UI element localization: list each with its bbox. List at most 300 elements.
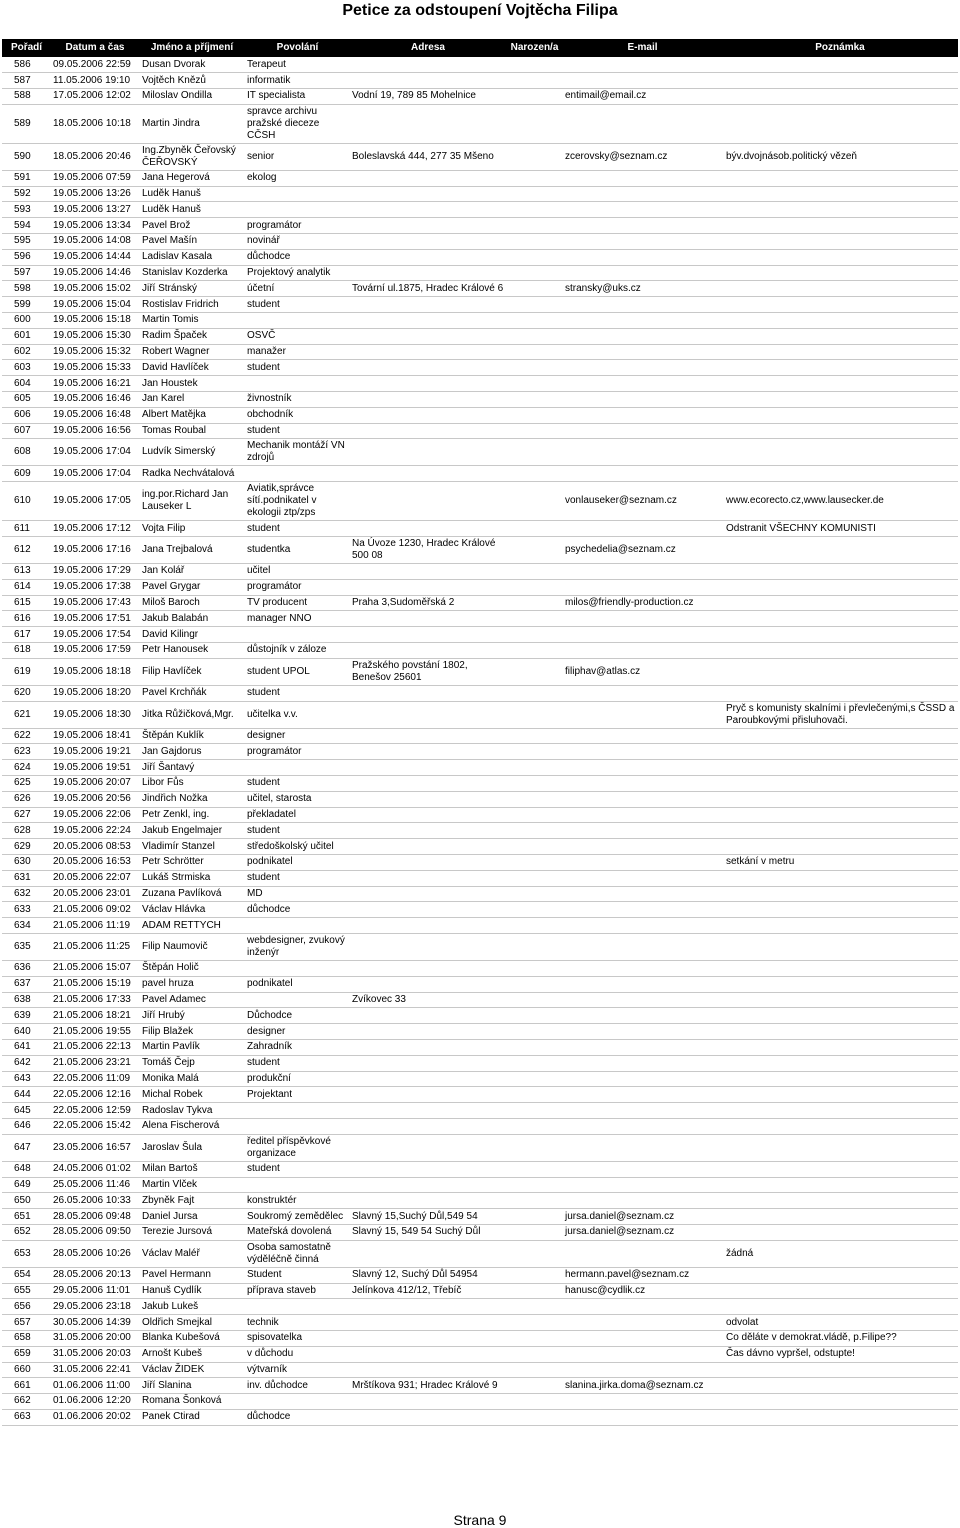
cell-email: [563, 104, 722, 143]
cell-name: Jiří Hrubý: [139, 1008, 245, 1024]
cell-born: [506, 407, 563, 423]
cell-order: 607: [2, 423, 51, 439]
cell-email: [563, 564, 722, 580]
table-row: [2, 564, 958, 580]
cell-born: [506, 902, 563, 918]
cell-email: [563, 1346, 722, 1362]
cell-born: [506, 685, 563, 701]
cell-datetime: 19.05.2006 07:59: [51, 170, 139, 186]
table-row: [2, 854, 958, 870]
cell-address: [350, 823, 506, 839]
cell-address: [350, 202, 506, 218]
cell-address: [350, 1118, 506, 1134]
cell-born: [506, 643, 563, 659]
cell-datetime: 19.05.2006 17:04: [51, 439, 139, 466]
cell-datetime: 19.05.2006 17:54: [51, 627, 139, 643]
cell-born: [506, 328, 563, 344]
cell-note: [722, 1087, 958, 1103]
cell-note: [722, 344, 958, 360]
cell-occupation: novinář: [245, 234, 350, 250]
cell-address: Vodní 19, 789 85 Mohelnice: [350, 89, 506, 105]
table-row: [2, 1039, 958, 1055]
cell-note: [722, 1071, 958, 1087]
cell-born: [506, 423, 563, 439]
cell-occupation: programátor: [245, 579, 350, 595]
cell-name: Alena Fischerová: [139, 1118, 245, 1134]
cell-address: [350, 313, 506, 329]
table-row: [2, 537, 958, 564]
cell-address: [350, 564, 506, 580]
cell-note: [722, 760, 958, 776]
cell-born: [506, 1103, 563, 1119]
cell-order: 588: [2, 89, 51, 105]
cell-occupation: [245, 376, 350, 392]
cell-address: [350, 1346, 506, 1362]
cell-note: [722, 234, 958, 250]
cell-order: 636: [2, 960, 51, 976]
cell-order: 618: [2, 643, 51, 659]
cell-order: 658: [2, 1330, 51, 1346]
cell-note: žádná: [722, 1240, 958, 1267]
cell-datetime: 26.05.2006 10:33: [51, 1193, 139, 1209]
cell-order: 656: [2, 1299, 51, 1315]
cell-address: [350, 328, 506, 344]
cell-order: 620: [2, 685, 51, 701]
cell-occupation: designer: [245, 1024, 350, 1040]
cell-address: [350, 918, 506, 934]
cell-born: [506, 73, 563, 89]
cell-email: [563, 1193, 722, 1209]
cell-occupation: středoškolský učitel: [245, 839, 350, 855]
table-row: [2, 281, 958, 297]
cell-note: [722, 1362, 958, 1378]
cell-datetime: 23.05.2006 16:57: [51, 1134, 139, 1161]
table-row: [2, 186, 958, 202]
table-row: [2, 1378, 958, 1394]
cell-order: 648: [2, 1161, 51, 1177]
cell-email: [563, 918, 722, 934]
cell-email: slanina.jirka.doma@seznam.cz: [563, 1378, 722, 1394]
cell-datetime: 31.05.2006 20:00: [51, 1330, 139, 1346]
cell-datetime: 22.05.2006 12:16: [51, 1087, 139, 1103]
cell-note: Čas dávno vypršel, odstupte!: [722, 1346, 958, 1362]
cell-order: 651: [2, 1209, 51, 1225]
cell-name: Tomas Roubal: [139, 423, 245, 439]
cell-datetime: 19.05.2006 17:12: [51, 521, 139, 537]
cell-occupation: Aviatik,správce sítí.podnikatel v ekologii ztp/zps: [245, 482, 350, 521]
cell-email: [563, 886, 722, 902]
table-row: [2, 744, 958, 760]
table-row: [2, 611, 958, 627]
cell-name: pavel hruza: [139, 976, 245, 992]
cell-order: 608: [2, 439, 51, 466]
cell-note: [722, 658, 958, 685]
table-row: [2, 1103, 958, 1119]
cell-occupation: spisovatelka: [245, 1330, 350, 1346]
cell-note: [722, 186, 958, 202]
cell-email: [563, 902, 722, 918]
cell-address: Tovární ul.1875, Hradec Králové 6: [350, 281, 506, 297]
cell-occupation: spravce archivu pražské dieceze CČSH: [245, 104, 350, 143]
cell-address: [350, 1330, 506, 1346]
cell-order: 596: [2, 249, 51, 265]
cell-name: Jiří Šantavý: [139, 760, 245, 776]
cell-occupation: programátor: [245, 744, 350, 760]
cell-order: 646: [2, 1118, 51, 1134]
cell-occupation: student: [245, 297, 350, 313]
cell-name: Jan Houstek: [139, 376, 245, 392]
header-address: Adresa: [350, 39, 506, 57]
cell-order: 597: [2, 265, 51, 281]
cell-note: [722, 960, 958, 976]
cell-note: [722, 1161, 958, 1177]
table-row: [2, 1087, 958, 1103]
cell-name: Jakub Lukeš: [139, 1299, 245, 1315]
cell-born: [506, 89, 563, 105]
table-row: [2, 249, 958, 265]
cell-born: [506, 744, 563, 760]
cell-born: [506, 281, 563, 297]
cell-address: [350, 392, 506, 408]
cell-email: [563, 579, 722, 595]
cell-order: 631: [2, 870, 51, 886]
cell-datetime: 19.05.2006 14:08: [51, 234, 139, 250]
cell-email: [563, 186, 722, 202]
cell-address: [350, 234, 506, 250]
table-row: [2, 685, 958, 701]
cell-occupation: student: [245, 360, 350, 376]
cell-datetime: 30.05.2006 14:39: [51, 1315, 139, 1331]
cell-address: [350, 1071, 506, 1087]
cell-born: [506, 104, 563, 143]
cell-email: [563, 376, 722, 392]
cell-occupation: IT specialista: [245, 89, 350, 105]
cell-occupation: manager NNO: [245, 611, 350, 627]
cell-occupation: student: [245, 1161, 350, 1177]
cell-born: [506, 1193, 563, 1209]
cell-name: ing.por.Richard Jan Lauseker L: [139, 482, 245, 521]
cell-datetime: 28.05.2006 09:48: [51, 1209, 139, 1225]
table-row: [2, 297, 958, 313]
cell-occupation: překladatel: [245, 807, 350, 823]
cell-occupation: učitelka v.v.: [245, 701, 350, 728]
cell-order: 593: [2, 202, 51, 218]
cell-note: [722, 918, 958, 934]
cell-name: Romana Šonková: [139, 1394, 245, 1410]
cell-name: Michal Robek: [139, 1087, 245, 1103]
cell-note: [722, 870, 958, 886]
cell-email: [563, 1240, 722, 1267]
table-row: [2, 760, 958, 776]
cell-occupation: Osoba samostatně výděléčně činná: [245, 1240, 350, 1267]
cell-born: [506, 297, 563, 313]
cell-name: ADAM RETTYCH: [139, 918, 245, 934]
cell-born: [506, 1394, 563, 1410]
cell-name: Jan Karel: [139, 392, 245, 408]
cell-note: [722, 1024, 958, 1040]
cell-name: Libor Fůs: [139, 776, 245, 792]
cell-name: Ing.Zbyněk Čeřovský ČEŘOVSKÝ: [139, 143, 245, 170]
cell-note: býv.dvojnásob.politický vězeň: [722, 143, 958, 170]
cell-order: 629: [2, 839, 51, 855]
cell-name: Martin Vlček: [139, 1177, 245, 1193]
cell-address: [350, 854, 506, 870]
cell-born: [506, 933, 563, 960]
cell-datetime: 18.05.2006 10:18: [51, 104, 139, 143]
header-email: E-mail: [563, 39, 722, 57]
cell-order: 603: [2, 360, 51, 376]
cell-address: [350, 728, 506, 744]
cell-occupation: Projektant: [245, 1087, 350, 1103]
cell-order: 613: [2, 564, 51, 580]
cell-datetime: 21.05.2006 17:33: [51, 992, 139, 1008]
cell-note: [722, 1055, 958, 1071]
table-row: [2, 1118, 958, 1134]
table-row: [2, 360, 958, 376]
cell-email: [563, 1055, 722, 1071]
table-row: [2, 1071, 958, 1087]
cell-name: Filip Naumovič: [139, 933, 245, 960]
cell-datetime: 19.05.2006 13:26: [51, 186, 139, 202]
cell-born: [506, 1134, 563, 1161]
cell-name: Dusan Dvorak: [139, 57, 245, 73]
cell-note: [722, 313, 958, 329]
cell-address: [350, 482, 506, 521]
cell-email: [563, 1177, 722, 1193]
cell-datetime: 21.05.2006 22:13: [51, 1039, 139, 1055]
cell-born: [506, 992, 563, 1008]
cell-order: 655: [2, 1283, 51, 1299]
table-row: [2, 170, 958, 186]
table-row: [2, 466, 958, 482]
cell-note: [722, 1039, 958, 1055]
cell-address: Slavný 15, 549 54 Suchý Důl: [350, 1224, 506, 1240]
cell-email: [563, 870, 722, 886]
cell-address: [350, 870, 506, 886]
cell-occupation: ředitel příspěvkové organizace: [245, 1134, 350, 1161]
header-name: Jméno a příjmení: [139, 39, 245, 57]
cell-address: [350, 976, 506, 992]
cell-datetime: 19.05.2006 15:30: [51, 328, 139, 344]
cell-email: [563, 1299, 722, 1315]
cell-occupation: učitel, starosta: [245, 791, 350, 807]
table-row: [2, 839, 958, 855]
cell-note: [722, 466, 958, 482]
cell-order: 639: [2, 1008, 51, 1024]
cell-order: 598: [2, 281, 51, 297]
cell-occupation: Zahradník: [245, 1039, 350, 1055]
cell-born: [506, 1346, 563, 1362]
cell-note: [722, 89, 958, 105]
cell-note: [722, 265, 958, 281]
cell-occupation: [245, 627, 350, 643]
cell-address: [350, 407, 506, 423]
table-row: [2, 1409, 958, 1425]
cell-born: [506, 1330, 563, 1346]
cell-order: 632: [2, 886, 51, 902]
cell-order: 662: [2, 1394, 51, 1410]
cell-born: [506, 482, 563, 521]
table-row: [2, 521, 958, 537]
cell-occupation: Terapeut: [245, 57, 350, 73]
cell-order: 599: [2, 297, 51, 313]
cell-datetime: 21.05.2006 11:19: [51, 918, 139, 934]
cell-address: [350, 360, 506, 376]
table-row: [2, 791, 958, 807]
cell-address: Slavný 15,Suchý Důl,549 54: [350, 1209, 506, 1225]
cell-born: [506, 1267, 563, 1283]
cell-born: [506, 1177, 563, 1193]
table-row: [2, 407, 958, 423]
cell-address: Mrštíkova 931; Hradec Králové 9: [350, 1378, 506, 1394]
cell-email: [563, 760, 722, 776]
table-row: [2, 992, 958, 1008]
cell-order: 633: [2, 902, 51, 918]
table-row: [2, 482, 958, 521]
cell-order: 615: [2, 595, 51, 611]
cell-email: [563, 466, 722, 482]
cell-order: 659: [2, 1346, 51, 1362]
cell-datetime: 20.05.2006 23:01: [51, 886, 139, 902]
cell-born: [506, 791, 563, 807]
cell-name: Filip Havlíček: [139, 658, 245, 685]
cell-note: [722, 202, 958, 218]
cell-datetime: 31.05.2006 22:41: [51, 1362, 139, 1378]
cell-note: [722, 791, 958, 807]
cell-order: 623: [2, 744, 51, 760]
cell-datetime: 22.05.2006 15:42: [51, 1118, 139, 1134]
cell-born: [506, 627, 563, 643]
cell-datetime: 19.05.2006 16:46: [51, 392, 139, 408]
cell-born: [506, 1409, 563, 1425]
table-row: [2, 643, 958, 659]
cell-address: [350, 521, 506, 537]
cell-email: [563, 823, 722, 839]
cell-born: [506, 439, 563, 466]
cell-born: [506, 1299, 563, 1315]
header-born: Narozen/a: [506, 39, 563, 57]
cell-born: [506, 886, 563, 902]
table-row: [2, 933, 958, 960]
table-row: [2, 1177, 958, 1193]
cell-born: [506, 1283, 563, 1299]
cell-order: 657: [2, 1315, 51, 1331]
cell-occupation: [245, 960, 350, 976]
cell-datetime: 19.05.2006 22:24: [51, 823, 139, 839]
cell-born: [506, 1087, 563, 1103]
cell-occupation: [245, 1394, 350, 1410]
cell-datetime: 19.05.2006 16:48: [51, 407, 139, 423]
cell-born: [506, 344, 563, 360]
cell-occupation: Mateřská dovolená: [245, 1224, 350, 1240]
cell-note: [722, 564, 958, 580]
cell-note: [722, 685, 958, 701]
cell-email: [563, 1039, 722, 1055]
cell-order: 594: [2, 218, 51, 234]
cell-order: 626: [2, 791, 51, 807]
cell-datetime: 28.05.2006 20:13: [51, 1267, 139, 1283]
cell-born: [506, 202, 563, 218]
cell-address: [350, 1193, 506, 1209]
cell-order: 602: [2, 344, 51, 360]
cell-note: [722, 57, 958, 73]
cell-note: [722, 537, 958, 564]
cell-datetime: 20.05.2006 08:53: [51, 839, 139, 855]
cell-occupation: student: [245, 1055, 350, 1071]
cell-name: Radka Nechvátalová: [139, 466, 245, 482]
cell-born: [506, 1224, 563, 1240]
cell-occupation: webdesigner, zvukový inženýr: [245, 933, 350, 960]
cell-born: [506, 960, 563, 976]
cell-occupation: student: [245, 870, 350, 886]
cell-occupation: technik: [245, 1315, 350, 1331]
table-row: [2, 57, 958, 73]
cell-note: [722, 1299, 958, 1315]
cell-name: Pavel Mašín: [139, 234, 245, 250]
cell-born: [506, 376, 563, 392]
cell-born: [506, 143, 563, 170]
cell-email: [563, 1024, 722, 1040]
cell-occupation: [245, 1299, 350, 1315]
cell-born: [506, 218, 563, 234]
cell-note: [722, 218, 958, 234]
cell-order: 610: [2, 482, 51, 521]
cell-order: 647: [2, 1134, 51, 1161]
cell-address: [350, 249, 506, 265]
cell-name: Jakub Engelmajer: [139, 823, 245, 839]
cell-address: [350, 1177, 506, 1193]
cell-occupation: obchodník: [245, 407, 350, 423]
cell-name: Rostislav Fridrich: [139, 297, 245, 313]
cell-email: [563, 265, 722, 281]
table-body: [2, 57, 958, 1425]
cell-born: [506, 776, 563, 792]
table-row: [2, 1362, 958, 1378]
cell-name: Martin Tomis: [139, 313, 245, 329]
cell-note: [722, 376, 958, 392]
cell-datetime: 28.05.2006 10:26: [51, 1240, 139, 1267]
cell-datetime: 19.05.2006 17:51: [51, 611, 139, 627]
table-row: [2, 807, 958, 823]
cell-address: [350, 611, 506, 627]
cell-name: Petr Schrötter: [139, 854, 245, 870]
cell-address: Pražského povstání 1802, Benešov 25601: [350, 658, 506, 685]
cell-note: [722, 627, 958, 643]
table-row: [2, 1055, 958, 1071]
cell-order: 619: [2, 658, 51, 685]
table-row: [2, 1394, 958, 1410]
cell-datetime: 28.05.2006 09:50: [51, 1224, 139, 1240]
cell-address: [350, 1087, 506, 1103]
cell-email: [563, 728, 722, 744]
cell-address: [350, 1394, 506, 1410]
cell-datetime: 21.05.2006 15:07: [51, 960, 139, 976]
cell-note: [722, 328, 958, 344]
cell-email: [563, 407, 722, 423]
cell-occupation: [245, 992, 350, 1008]
cell-datetime: 19.05.2006 19:51: [51, 760, 139, 776]
cell-name: Petr Hanousek: [139, 643, 245, 659]
cell-order: 661: [2, 1378, 51, 1394]
cell-occupation: student: [245, 521, 350, 537]
cell-address: [350, 776, 506, 792]
cell-order: 609: [2, 466, 51, 482]
cell-name: Panek Ctirad: [139, 1409, 245, 1425]
cell-address: Praha 3,Sudoměřská 2: [350, 595, 506, 611]
cell-occupation: manažer: [245, 344, 350, 360]
cell-address: [350, 1409, 506, 1425]
cell-email: [563, 976, 722, 992]
